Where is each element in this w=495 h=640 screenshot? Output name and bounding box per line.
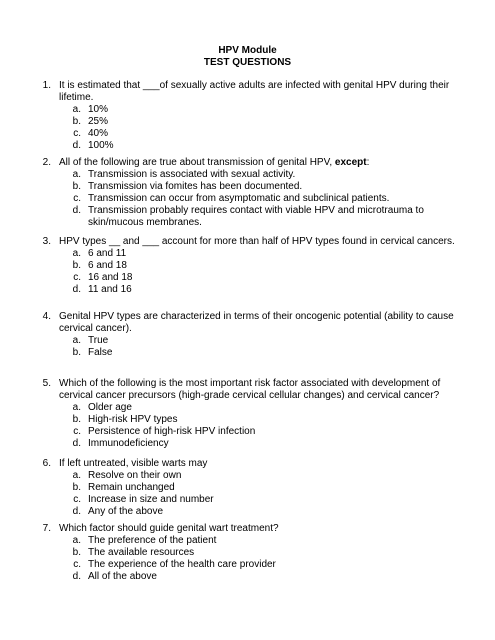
option-text: Transmission can occur from asymptomatic and subclinical patients. <box>88 193 390 204</box>
option-item <box>59 470 459 482</box>
option-item <box>59 128 459 140</box>
option-text: 40% <box>88 128 109 139</box>
option-letter: b. <box>72 116 81 127</box>
question-number: 4. <box>42 311 51 322</box>
option-item <box>59 547 459 559</box>
option-item <box>59 414 459 426</box>
option-text: 10% <box>88 104 109 115</box>
option-letter: b. <box>72 414 81 425</box>
option-letter: b. <box>72 181 81 192</box>
question-3 <box>42 236 459 296</box>
option-text: All of the above <box>88 571 157 582</box>
option-text: 16 and 18 <box>88 272 133 283</box>
question-text: Which factor should guide genital wart treatment? <box>59 523 279 534</box>
option-letter: d. <box>72 506 81 517</box>
option-item <box>59 402 459 414</box>
option-item <box>59 482 459 494</box>
question-text: Genital HPV types are characterized in terms of their oncogenic potential (ability to cause cervical cancer). <box>59 311 454 334</box>
option-list <box>59 104 459 152</box>
option-text: Persistence of high-risk HPV infection <box>88 426 256 437</box>
option-item <box>59 535 459 547</box>
option-list <box>59 248 459 296</box>
option-list <box>59 335 459 359</box>
option-text: Transmission probably requires contact with viable HPV and microtrauma to skin/mucous membranes. <box>88 205 424 228</box>
question-number: 1. <box>42 80 51 91</box>
question-text: If left untreated, visible warts may <box>59 458 208 469</box>
option-text: 100% <box>88 140 114 151</box>
option-text: Resolve on their own <box>88 470 182 481</box>
option-letter: b. <box>72 482 81 493</box>
option-text: 6 and 11 <box>88 248 127 259</box>
option-text: High-risk HPV types <box>88 414 178 425</box>
option-text: True <box>88 335 109 346</box>
option-letter: d. <box>72 205 81 216</box>
option-letter: a. <box>72 248 81 259</box>
option-text: The available resources <box>88 547 195 558</box>
question-text-start: All of the following are true about transmission of genital HPV, <box>59 157 335 168</box>
question-number: 7. <box>42 523 51 534</box>
option-item <box>59 140 459 152</box>
option-letter: c. <box>73 494 81 505</box>
question-5 <box>42 378 459 450</box>
option-text: Transmission via fomites has been documented. <box>88 181 303 192</box>
question-text: It is estimated that ___of sexually active adults are infected with genital HPV during their lifetime. <box>59 80 450 103</box>
question-2 <box>42 157 459 229</box>
option-letter: d. <box>72 140 81 151</box>
question-number: 6. <box>42 458 51 469</box>
question-number: 3. <box>42 236 51 247</box>
option-list <box>59 169 459 229</box>
option-letter: d. <box>72 284 81 295</box>
option-letter: d. <box>72 438 81 449</box>
option-item <box>59 438 459 450</box>
option-item <box>59 272 459 284</box>
option-item <box>59 426 459 438</box>
document-subtitle: TEST QUESTIONS <box>203 57 292 68</box>
option-letter: c. <box>73 128 81 139</box>
option-list <box>59 535 459 583</box>
option-item <box>59 284 459 296</box>
question-emphasis: except <box>334 157 367 168</box>
option-letter: a. <box>72 535 81 546</box>
option-list <box>59 402 459 450</box>
option-letter: c. <box>73 426 81 437</box>
option-item <box>59 559 459 571</box>
option-text: The experience of the health care provider <box>88 559 276 570</box>
option-item <box>59 506 459 518</box>
option-letter: b. <box>72 347 81 358</box>
option-item <box>59 181 459 193</box>
option-item <box>59 205 459 229</box>
option-item <box>59 169 459 181</box>
option-item <box>59 494 459 506</box>
option-item <box>59 347 459 359</box>
question-text-end: : <box>366 157 370 168</box>
option-text: Older age <box>88 402 132 413</box>
question-text: Which of the following is the most important risk factor associated with development of cervical cancer precursors (high-grade cervical cellular changes) and cervical cancer? <box>59 378 441 401</box>
document-title: HPV Module <box>218 45 277 56</box>
option-text: 25% <box>88 116 109 127</box>
option-letter: c. <box>73 559 81 570</box>
option-item <box>59 260 459 272</box>
option-letter: c. <box>73 193 81 204</box>
option-text: Any of the above <box>88 506 164 517</box>
option-text: Immunodeficiency <box>88 438 169 449</box>
question-1 <box>42 80 459 152</box>
question-number: 2. <box>42 157 51 168</box>
option-letter: a. <box>72 104 81 115</box>
option-text: 11 and 16 <box>88 284 132 295</box>
option-item <box>59 335 459 347</box>
option-list <box>59 470 459 518</box>
option-letter: c. <box>73 272 81 283</box>
question-number: 5. <box>42 378 51 389</box>
option-letter: a. <box>72 402 81 413</box>
option-letter: b. <box>72 260 81 271</box>
option-text: Transmission is associated with sexual activity. <box>88 169 296 180</box>
option-letter: a. <box>72 470 81 481</box>
option-letter: a. <box>72 335 81 346</box>
question-4 <box>42 311 459 359</box>
option-item <box>59 571 459 583</box>
option-text: Remain unchanged <box>88 482 175 493</box>
option-letter: d. <box>72 571 81 582</box>
option-letter: a. <box>72 169 81 180</box>
question-text: HPV types __ and ___ account for more than half of HPV types found in cervical cancers. <box>59 236 455 247</box>
option-item <box>59 116 459 128</box>
option-text: 6 and 18 <box>88 260 127 271</box>
option-item <box>59 104 459 116</box>
option-item <box>59 193 459 205</box>
question-text <box>59 157 459 169</box>
option-text: False <box>88 347 113 358</box>
question-6 <box>42 458 459 518</box>
option-text: The preference of the patient <box>88 535 217 546</box>
question-7 <box>42 523 459 583</box>
option-item <box>59 248 459 260</box>
option-letter: b. <box>72 547 81 558</box>
option-text: Increase in size and number <box>88 494 214 505</box>
